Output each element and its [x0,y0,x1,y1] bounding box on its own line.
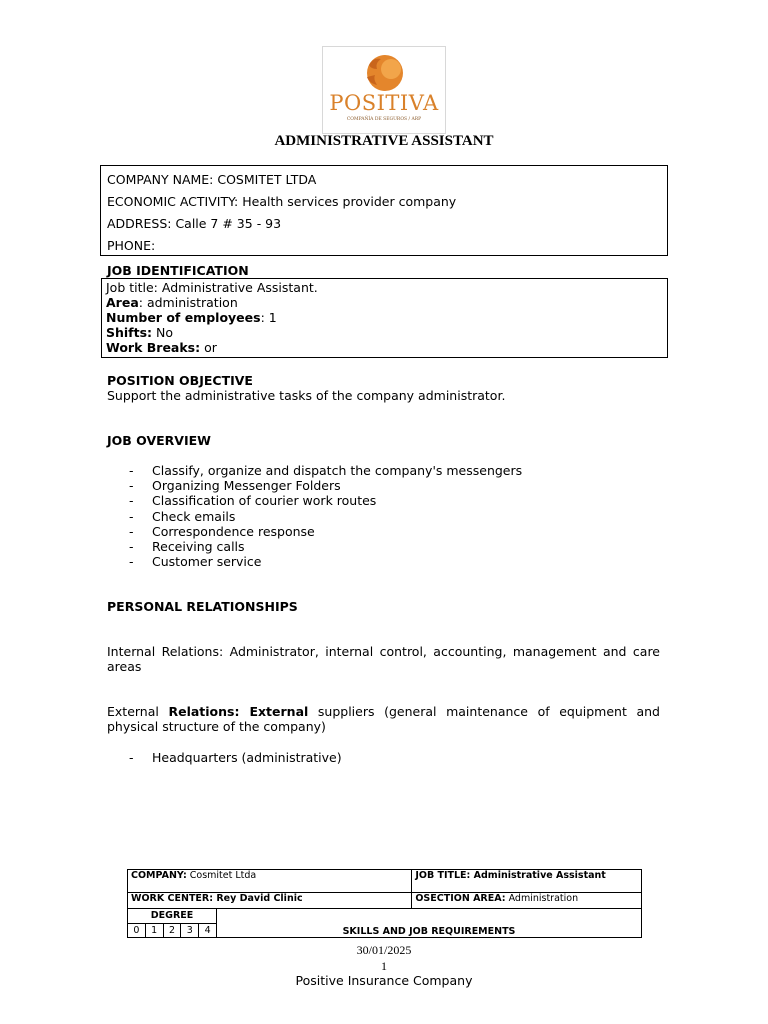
degree-value: 1 [146,924,164,937]
job-identification-heading: JOB IDENTIFICATION [107,263,249,278]
footer-page-number: 1 [381,959,387,973]
shifts-label: Shifts: [106,325,153,340]
position-objective-text: Support the administrative tasks of the company administrator. [107,388,506,403]
footer-date: 30/01/2025 [356,943,412,957]
degree-label: DEGREE [128,909,216,924]
footer-company-name: Positive Insurance Company [295,973,473,988]
shifts-line [106,325,173,340]
employees-label: Number of employees [106,310,261,325]
internal-relations-line1: Internal Relations: Administrator, internal control, accounting, management and care [107,644,660,659]
degree-value: 3 [181,924,199,937]
job-overview-list: - Classify, organize and dispatch the company's messengers - Organizing Messenger Folders - Classification of courier work routes - Check emails - Correspondence response - Receiving calls - Customer service [129,463,523,569]
job-overview-heading: JOB OVERVIEW [107,433,211,448]
footer-job-title-cell: JOB TITLE: Administrative Assistant [412,870,642,893]
shifts-value: No [152,325,174,340]
employees-line [106,310,277,325]
logo-wordmark: POSITIVA [329,91,439,115]
company-name-line: COMPANY NAME: COSMITET LTDA [107,172,317,187]
footer-company-cell: COMPANY: Cosmitet Ltda [128,870,412,893]
external-relations-bold: Relations: External [168,704,309,719]
area-value: : administration [138,295,238,310]
breaks-value: or [200,340,217,355]
breaks-label: Work Breaks: [106,340,201,355]
job-title-line: Job title: Administrative Assistant. [106,280,318,295]
footer-degree-cell [128,909,217,938]
footer-work-center-cell: WORK CENTER: Rey David Clinic [128,893,412,909]
logo-subtitle: COMPAÑÍA DE SEGUROS / ARP [346,117,422,122]
job-identification-box [101,278,668,358]
area-line [106,295,238,310]
employees-value: : 1 [260,310,277,325]
document-title: ADMINISTRATIVE ASSISTANT [274,133,494,149]
personal-relationships-heading: PERSONAL RELATIONSHIPS [107,599,298,614]
degree-value: 0 [128,924,146,937]
relationships-list: - Headquarters (administrative) [129,750,342,765]
external-relations-line2: physical structure of the company) [107,719,326,734]
position-objective-heading: POSITION OBJECTIVE [107,373,253,388]
phone-line: PHONE: [107,238,156,253]
area-label: Area [106,295,139,310]
footer-info-table [127,869,642,938]
company-logo [322,46,446,134]
footer-skills-cell: SKILLS AND JOB REQUIREMENTS [217,909,642,938]
footer-section-cell: OSECTION AREA: Administration [412,893,642,909]
degree-scale [128,924,216,937]
logo-mark-icon [359,53,409,93]
economic-activity-line: ECONOMIC ACTIVITY: Health services provider company [107,194,457,209]
degree-value: 2 [164,924,182,937]
degree-value: 4 [204,925,211,936]
company-info-box [100,165,668,256]
external-relations-line1: External Relations: External suppliers (general maintenance of equipment and [107,704,660,719]
breaks-line [106,340,217,355]
internal-relations-line2: areas [107,659,142,674]
address-line: ADDRESS: Calle 7 # 35 - 93 [107,216,282,231]
